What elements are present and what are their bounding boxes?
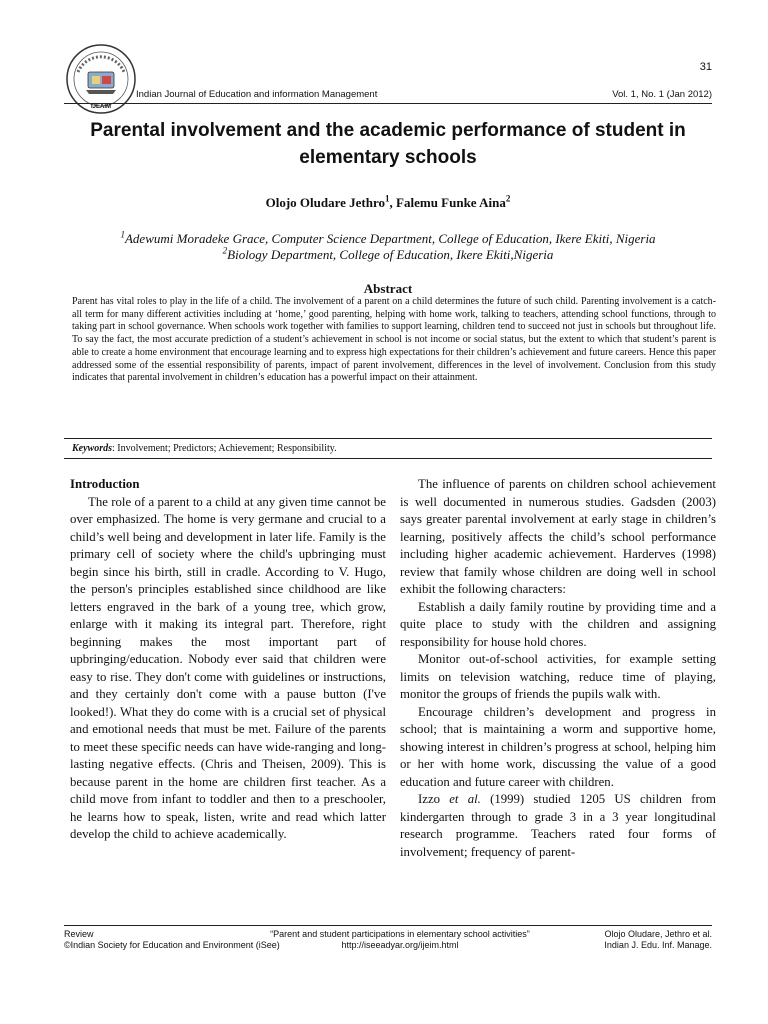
journal-name: Indian Journal of Education and information Management — [136, 89, 378, 100]
right-paragraph-3: Monitor out-of-school activities, for example setting limits on television watching, reduce time of playing, monitor the groups of friends the pupils walk with. — [400, 652, 716, 701]
author-line — [64, 195, 712, 211]
footer-right — [604, 929, 712, 951]
author-2: Falemu Funke Aina — [396, 195, 506, 210]
paper-title: Parental involvement and the academic performance of student in elementary schools — [90, 120, 686, 168]
affiliation-1-sup: 1 — [120, 229, 125, 240]
footer-copyright: ©Indian Society for Education and Environment (iSee) — [64, 940, 280, 950]
introduction-paragraph: The role of a parent to a child at any given time cannot be over emphasized. The home is very germane and crucial to a child’s well being and development in later life. Family is the primary cell of society where the child's upbringing must begin since his birth, still in cradle. According to V. Hugo, the person's principles established since childhood are like letters engraved in the bark of a young tree, which grow, enlarge with it making its integral part. Therefore, right beginning makes the most important part of upbringing/education. Nobody ever said that children were easy to rise. They don't come with guidelines or instructions, and they certainly don't come with a pause button (I've looked!). What they do come with is a crucial set of physical and emotional needs that must be met. Failure of the parents to meet these specific needs can have wide-ranging and long-lasting negative effects. (Chris and Theisen, 2009). This is because parent in the home are children first teacher. As a child move from infant to toddler and then to a preschooler, he learns how to speak, listen, write and read which latter develop the child to achieve academically. — [70, 494, 386, 841]
p5-start: Izzo — [418, 792, 450, 806]
journal-logo — [64, 42, 138, 116]
abstract-body — [72, 296, 716, 385]
introduction-heading: Introduction — [70, 477, 140, 491]
header-rule — [64, 103, 712, 104]
p5-etal: et al. — [449, 792, 481, 806]
keywords-text: : Involvement; Predictors; Achievement; Responsibility. — [112, 443, 337, 454]
author-1-sup: 1 — [385, 193, 390, 204]
author-2-sup: 2 — [505, 193, 511, 204]
running-header — [136, 89, 712, 100]
right-column — [400, 476, 716, 861]
page-number: 31 — [699, 61, 712, 73]
right-paragraph-2: Establish a daily family routine by providing time and a quite place to study with the children and assigning responsibility for house hold chores. — [400, 599, 716, 649]
logo-caption: IJEAIM — [90, 104, 111, 110]
affiliation-2-sup: 2 — [222, 245, 228, 256]
footer-authors: Olojo Oludare, Jethro et al. — [604, 929, 712, 939]
footer-url: http://iseeadyar.org/ijeim.html — [341, 940, 459, 950]
footer-rule — [64, 925, 712, 926]
footer-section-type: Review — [64, 929, 94, 939]
footer-center — [250, 929, 550, 951]
keywords-bottom-rule — [64, 458, 712, 459]
right-paragraph-1: The influence of parents on children school achievement is well documented in numerous studies. Gadsden (2003) says greater parental involvement at early stage in children’s learning, positively affects the child’s school performance including higher academic achievement. Harderves (1998) review that family whose children are doing well in school exhibit the following characters: — [400, 477, 716, 596]
footer-journal-abbrev: Indian J. Edu. Inf. Manage. — [604, 940, 712, 950]
right-paragraph-5 — [400, 791, 716, 861]
keywords-line — [72, 443, 716, 454]
affiliation-2 — [64, 247, 712, 263]
affiliation-1-text: Adewumi Moradeke Grace, Computer Science Department, College of Education, Ikere Ekiti, Nigeria — [124, 231, 656, 246]
left-column — [70, 476, 386, 844]
p5-rest: (1999) studied 1205 US children from kindergarten through to grade 3 in a 3 year longitudinal research programme. Teachers rated four forms of involvement; frequency of parent- — [400, 792, 716, 859]
affiliation-1 — [64, 231, 712, 247]
abstract-text: Parent has vital roles to play in the life of a child. The involvement of a parent on a child determines the future of such child. Parenting involvement is a catch-all term for many different activities including at ‘home,’ good parenting, helping with home work, talking to teachers, attending school functions, through to taking part in school governance. When schools work together with families to support learning, children tend to succeed not just in schools but throughout life. To say the fact, the most accurate prediction of a student’s achievement in school is not income or social status, but the extent to which that student’s parent is able to create a home environment that encourage learning and to express high expectations for their children’s achievement and future careers. Hence this paper addressed some of the essential responsibility of parents, impact of parent involvement, differences in the level of involvement. Conclusion from this study indicates that parental involvement in children’s education has a powerful impact on their attainment. — [72, 296, 716, 384]
affiliation-2-text: Biology Department, College of Education, Ikere Ekiti,Nigeria — [227, 247, 554, 262]
keywords-label: Keywords — [72, 443, 112, 454]
volume-info: Vol. 1, No. 1 (Jan 2012) — [612, 89, 712, 100]
author-1: Olojo Oludare Jethro — [265, 195, 385, 210]
right-paragraph-4: Encourage children’s development and progress in school; that is maintaining a worm and supportive home, showing interest in children’s progress at school, helping him or her with home work, discussing the value of a good education and future career with children. — [400, 704, 716, 789]
abstract-heading: Abstract — [363, 281, 413, 296]
author-separator: , — [389, 195, 397, 210]
footer-left — [64, 929, 280, 951]
keywords-top-rule — [64, 438, 712, 439]
footer-short-title: “Parent and student participations in elementary school activities” — [270, 929, 530, 939]
